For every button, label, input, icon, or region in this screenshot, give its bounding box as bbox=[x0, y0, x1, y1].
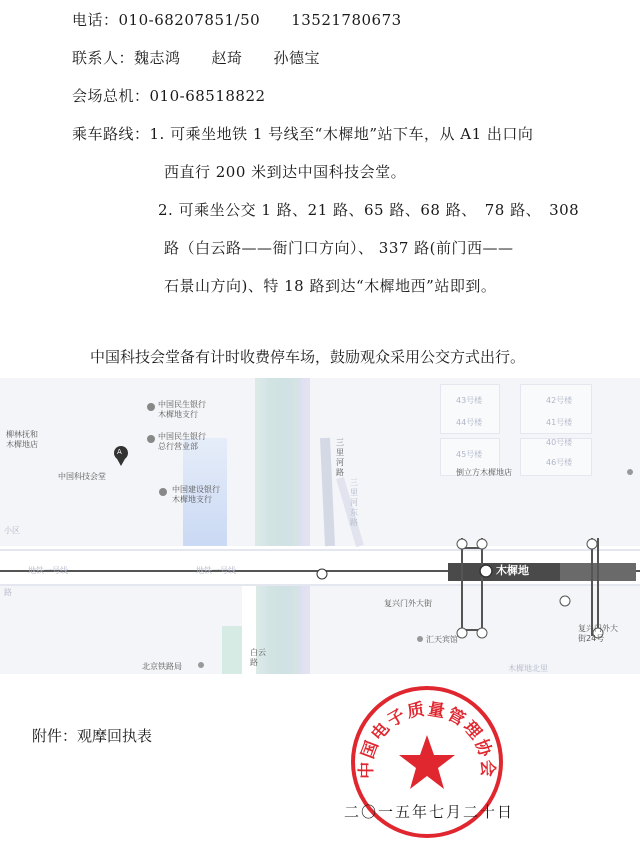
map-label-ccb: 中国建设银行 木樨地支行 bbox=[172, 485, 220, 504]
route-line-1: 乘车路线：1. 可乘坐地铁 1 号线至“木樨地”站下车，从 A1 出口向 bbox=[72, 125, 534, 143]
map-label-huitian: 汇天宾馆 bbox=[426, 635, 458, 644]
route-line-5: 石景山方向)、特 18 路到达“木樨地西”站即到。 bbox=[164, 277, 497, 295]
map-label-b3: 44号楼 bbox=[456, 418, 483, 427]
map-label-sanli1: 三里河路 bbox=[336, 438, 344, 477]
map-label-b1: 43号楼 bbox=[456, 396, 483, 405]
parking-notice: 中国科技会堂备有计时收费停车场，鼓励观众采用公交方式出行。 bbox=[90, 348, 526, 366]
map-label-b4: 45号楼 bbox=[456, 450, 483, 459]
map-label-hall: 中国科技会堂 bbox=[58, 472, 106, 481]
map-label-b7: 46号楼 bbox=[546, 458, 573, 467]
map-label-changan2: 地铁一号线 bbox=[196, 566, 236, 575]
contacts-line: 联系人：魏志鸿 赵琦 孙德宝 bbox=[72, 49, 321, 67]
map-label-poi-a: A bbox=[117, 448, 122, 456]
map-label-bank1: 中国民生银行 木樨地支行 bbox=[158, 400, 206, 419]
map-label-fuwai2: 复兴门外大 街24号 bbox=[578, 624, 618, 643]
map-label-b5: 41号楼 bbox=[546, 418, 573, 427]
phone-line: 电话：010-68207851/50 13521780673 bbox=[72, 11, 402, 29]
map-label-b6: 40号楼 bbox=[546, 438, 573, 447]
map-label-left2: 路 bbox=[4, 588, 12, 597]
map-label-mx-left: 柳林抚和 木樨地店 bbox=[6, 430, 38, 449]
map-label-beijing: 北京铁路局 bbox=[142, 662, 182, 671]
attachment-line: 附件：观摩回执表 bbox=[32, 727, 153, 745]
map-label-changan: 地铁一号线 bbox=[28, 566, 68, 575]
route-line-3: 2. 可乘坐公交 1 路、21 路、65 路、68 路、 78 路、 308 bbox=[158, 201, 580, 219]
map-label-b2: 42号楼 bbox=[546, 396, 573, 405]
map-label-station: 木樨地 bbox=[496, 564, 529, 577]
map-label-left1: 小区 bbox=[4, 526, 20, 535]
location-map bbox=[0, 378, 640, 674]
map-label-bianli: 倒立方木樨地店 bbox=[456, 468, 512, 477]
switchboard-line: 会场总机：010-68518822 bbox=[72, 87, 266, 105]
map-label-bank2: 中国民生银行 总行营业部 bbox=[158, 432, 206, 451]
route-line-4: 路（白云路——衙门口方向）、 337 路(前门西—— bbox=[164, 239, 514, 257]
seal-text: 中国电子质量管理协会 bbox=[356, 699, 498, 779]
map-label-baiyun: 白云 路 bbox=[250, 648, 266, 667]
map-label-sanli2: 三里河东路 bbox=[350, 478, 358, 527]
map-label-muxi-n: 木樨地北里 bbox=[508, 664, 548, 673]
map-label-fuwai: 复兴门外大街 bbox=[384, 599, 432, 608]
date-line: 二〇一五年七月二十日 bbox=[344, 803, 515, 821]
route-line-2: 西直行 200 米到达中国科技会堂。 bbox=[164, 163, 407, 181]
subway-station-icon bbox=[480, 565, 492, 577]
